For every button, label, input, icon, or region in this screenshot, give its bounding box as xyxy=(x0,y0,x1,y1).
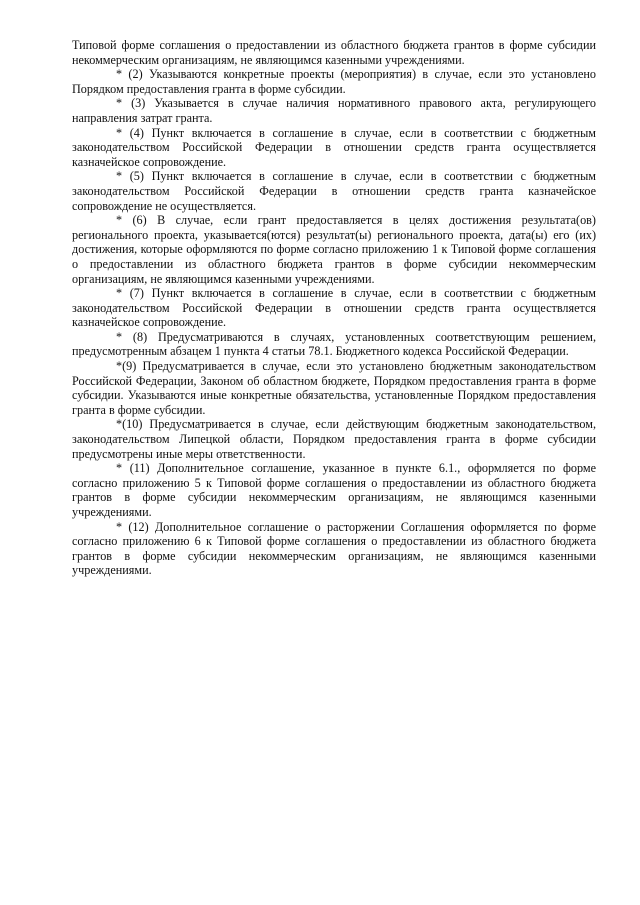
footnote-11: * (11) Дополнительное соглашение, указанное в пункте 6.1., оформляется по форме согласно приложению 5 к Типовой форме соглашения о предоставлении из областного бюджета грантов в форме субсидии некоммерческим организациям, не являющимся казенными учреждениями. xyxy=(72,461,596,519)
footnote-continuation: Типовой форме соглашения о предоставлении из областного бюджета грантов в форме субсидии некоммерческим организациям, не являющимся казенными учреждениями. xyxy=(72,38,596,67)
footnote-8: * (8) Предусматриваются в случаях, установленных соответствующим решением, предусмотренным абзацем 1 пункта 4 статьи 78.1. Бюджетного кодекса Российской Федерации. xyxy=(72,329,596,359)
footnote-10: *(10) Предусматривается в случае, если действующим бюджетным законодательством, законодательством Липецкой области, Порядком предоставления гранта в форме субсидии предусмотрены иные меры ответственности. xyxy=(72,417,596,461)
footnote-4: * (4) Пункт включается в соглашение в случае, если в соответствии с бюджетным законодательством Российской Федерации в отношении средств гранта осуществляется казначейское сопровождение. xyxy=(72,125,596,169)
footnote-2: * (2) Указываются конкретные проекты (мероприятия) в случае, если это установлено Порядком предоставления гранта в форме субсидии. xyxy=(72,67,596,96)
footnote-9: *(9) Предусматривается в случае, если это установлено бюджетным законодательством Российской Федерации, Законом об областном бюджете, Порядком предоставления гранта в форме субсидии. Указываются иные конкретные обязательства, установленные Порядком предоставления гранта в форме субсидии. xyxy=(72,359,596,417)
footnote-3: * (3) Указывается в случае наличия нормативного правового акта, регулирующего направления затрат гранта. xyxy=(72,96,596,125)
footnote-5: * (5) Пункт включается в соглашение в случае, если в соответствии с бюджетным законодательством Российской Федерации в отношении средств гранта казначейское сопровождение не осуществляется. xyxy=(72,169,596,213)
footnote-6: * (6) В случае, если грант предоставляется в целях достижения результата(ов) регионального проекта, указывается(ются) результат(ы) регионального проекта, дата(ы) его (их) достижения, которые оформляются по форме согласно приложению 1 к Типовой форме соглашения о предоставлении из областного бюджета грантов в форме субсидии некоммерческим организациям, не являющимся казенными учреждениями. xyxy=(72,213,596,286)
footnote-12: * (12) Дополнительное соглашение о расторжении Соглашения оформляется по форме согласно приложению 6 к Типовой форме соглашения о предоставлении из областного бюджета грантов в форме субсидии некоммерческим организациям, не являющимся казенными учреждениями. xyxy=(72,519,596,578)
document-body xyxy=(72,38,596,578)
footnote-7: * (7) Пункт включается в соглашение в случае, если в соответствии с бюджетным законодательством Российской Федерации в отношении средств гранта осуществляется казначейское сопровождение. xyxy=(72,286,596,330)
